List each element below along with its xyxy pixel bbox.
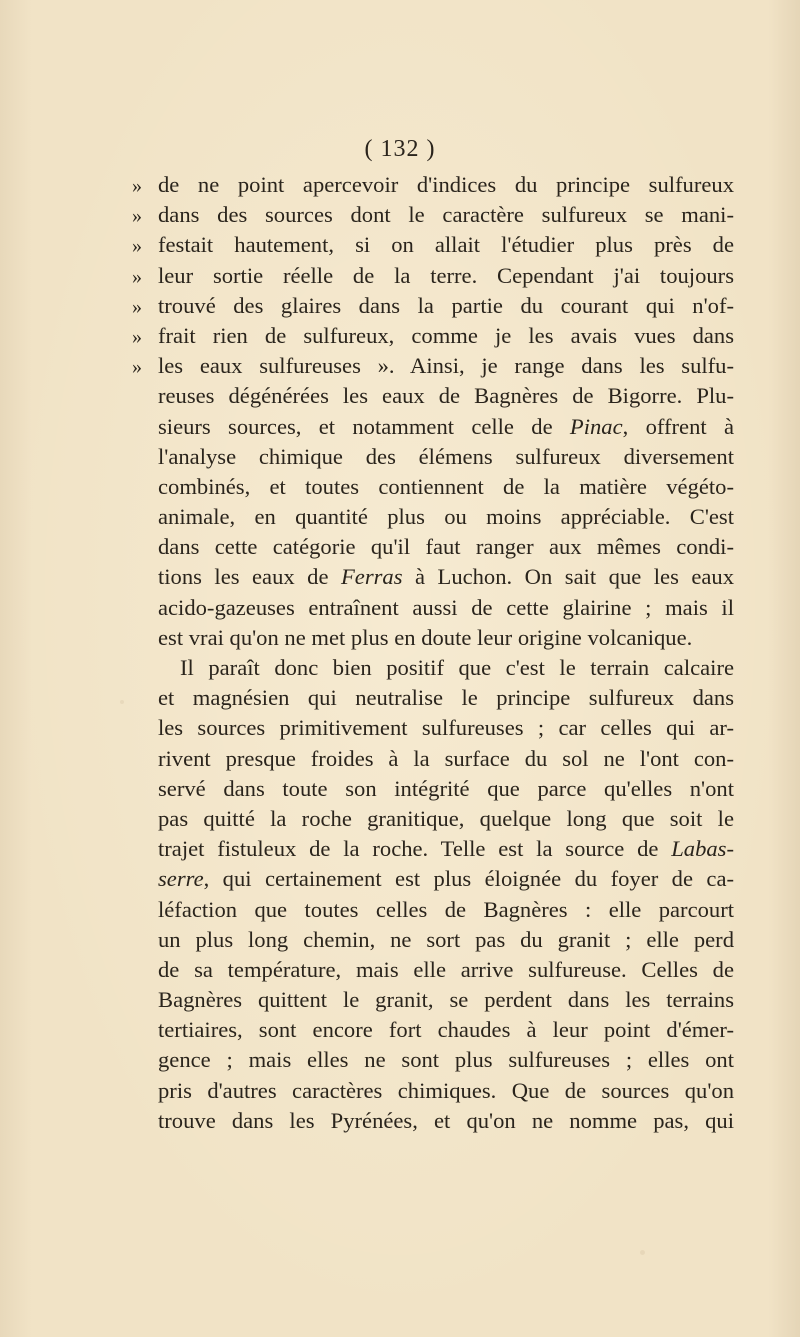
text-run: les sources primitivement sulfureuses ; car celles qui ar- bbox=[158, 715, 734, 741]
text-line: » festait hautement, si on allait l'étudier plus près de bbox=[132, 232, 734, 258]
italic-place-name: Pinac bbox=[569, 413, 623, 439]
text-run: , qui certainement est plus éloignée du foyer de ca- bbox=[203, 866, 734, 892]
text-run: un plus long chemin, ne sort pas du granit ; elle perd bbox=[158, 926, 734, 952]
text-run: tertiaires, sont encore fort chaudes à leur point d'émer- bbox=[158, 1017, 734, 1043]
text-line: » dans des sources dont le caractère sulfureux se mani- bbox=[132, 202, 734, 228]
text-line bbox=[158, 683, 734, 713]
text-run: trajet fistuleux de la roche. Telle est la source de bbox=[158, 836, 672, 862]
page-number: ( 132 ) bbox=[364, 136, 436, 162]
text-line bbox=[158, 412, 734, 442]
text-line bbox=[158, 713, 734, 743]
text-line: » les eaux sulfureuses ». Ainsi, je range dans les sulfu- bbox=[132, 353, 734, 379]
text-line bbox=[158, 381, 734, 411]
text-run: combinés, et toutes contiennent de la matière végéto- bbox=[158, 473, 734, 499]
text-run: trouve dans les Pyrénées, et qu'on ne nomme pas, qui bbox=[158, 1107, 734, 1133]
text-line bbox=[158, 593, 734, 623]
text-line bbox=[158, 1076, 734, 1106]
italic-place-name: Labas- bbox=[671, 836, 734, 862]
text-line bbox=[158, 955, 734, 985]
text-run: tions les eaux de bbox=[158, 564, 341, 590]
italic-place-name: Ferras bbox=[340, 564, 403, 590]
text-run: est vrai qu'on ne met plus en doute leur origine volcanique. bbox=[158, 624, 693, 650]
text-run: de sa température, mais elle arrive sulfureuse. Celles de bbox=[158, 956, 734, 982]
text-run: dans des sources dont le caractère sulfureux se mani- bbox=[158, 202, 734, 228]
body-text bbox=[132, 170, 734, 1136]
paper-stain bbox=[120, 700, 124, 704]
text-run: et magnésien qui neutralise le principe sulfureux dans bbox=[158, 685, 734, 711]
italic-place-name: serre bbox=[158, 866, 204, 892]
text-run: sieurs sources, et notamment celle de bbox=[158, 413, 570, 439]
text-run: gence ; mais elles ne sont plus sulfureuses ; elles ont bbox=[158, 1047, 734, 1073]
text-run: de ne point apercevoir d'indices du principe sulfureux bbox=[158, 172, 734, 197]
text-line bbox=[158, 1106, 734, 1136]
text-run: à Luchon. On sait que les eaux bbox=[402, 564, 734, 590]
text-line: » trouvé des glaires dans la partie du courant qui n'of- bbox=[132, 292, 734, 318]
text-line bbox=[158, 985, 734, 1015]
text-line bbox=[158, 472, 734, 502]
text-run: festait hautement, si on allait l'étudier plus près de bbox=[158, 232, 734, 258]
text-line bbox=[158, 562, 734, 592]
text-run: Il paraît donc bien positif que c'est le terrain calcaire bbox=[180, 655, 734, 680]
text-line bbox=[158, 834, 734, 864]
text-line: » leur sortie réelle de la terre. Cependant j'ai toujours bbox=[132, 262, 734, 288]
text-run: reuses dégénérées les eaux de Bagnères de Bigorre. Plu- bbox=[158, 383, 734, 409]
text-run: trouvé des glaires dans la partie du courant qui n'of- bbox=[158, 292, 734, 318]
text-run: acido-gazeuses entraînent aussi de cette glairine ; mais il bbox=[158, 594, 734, 620]
text-run: Bagnères quittent le granit, se perdent dans les terrains bbox=[158, 987, 734, 1013]
text-run: leur sortie réelle de la terre. Cependant j'ai toujours bbox=[158, 262, 734, 288]
text-run: frait rien de sulfureux, comme je les avais vues dans bbox=[158, 322, 734, 348]
text-line bbox=[158, 653, 734, 683]
paper-stain bbox=[640, 1250, 645, 1255]
text-line bbox=[158, 1045, 734, 1075]
text-line bbox=[158, 532, 734, 562]
text-line bbox=[158, 804, 734, 834]
text-line bbox=[158, 1015, 734, 1045]
text-run: animale, en quantité plus ou moins appréciable. C'est bbox=[158, 504, 734, 530]
text-line bbox=[158, 744, 734, 774]
text-run: l'analyse chimique des élémens sulfureux diversement bbox=[158, 443, 734, 469]
text-run: pris d'autres caractères chimiques. Que de sources qu'on bbox=[158, 1077, 734, 1103]
text-run: les eaux sulfureuses ». Ainsi, je range dans les sulfu- bbox=[158, 353, 734, 379]
text-line: » de ne point apercevoir d'indices du principe sulfureux bbox=[132, 172, 734, 197]
text-line bbox=[158, 774, 734, 804]
text-line bbox=[158, 864, 734, 894]
text-line bbox=[158, 623, 734, 653]
text-run: rivent presque froides à la surface du sol ne l'ont con- bbox=[158, 745, 734, 771]
text-line: » frait rien de sulfureux, comme je les avais vues dans bbox=[132, 322, 734, 348]
text-run: dans cette catégorie qu'il faut ranger aux mêmes condi- bbox=[158, 534, 734, 560]
text-run: , offrent à bbox=[622, 413, 734, 439]
text-run: servé dans toute son intégrité que parce qu'elles n'ont bbox=[158, 775, 734, 801]
text-run: pas quitté la roche granitique, quelque long que soit le bbox=[158, 805, 734, 831]
text-line bbox=[158, 895, 734, 925]
text-run: léfaction que toutes celles de Bagnères : elle parcourt bbox=[158, 896, 734, 922]
text-line bbox=[158, 502, 734, 532]
text-line bbox=[158, 925, 734, 955]
text-line bbox=[158, 442, 734, 472]
